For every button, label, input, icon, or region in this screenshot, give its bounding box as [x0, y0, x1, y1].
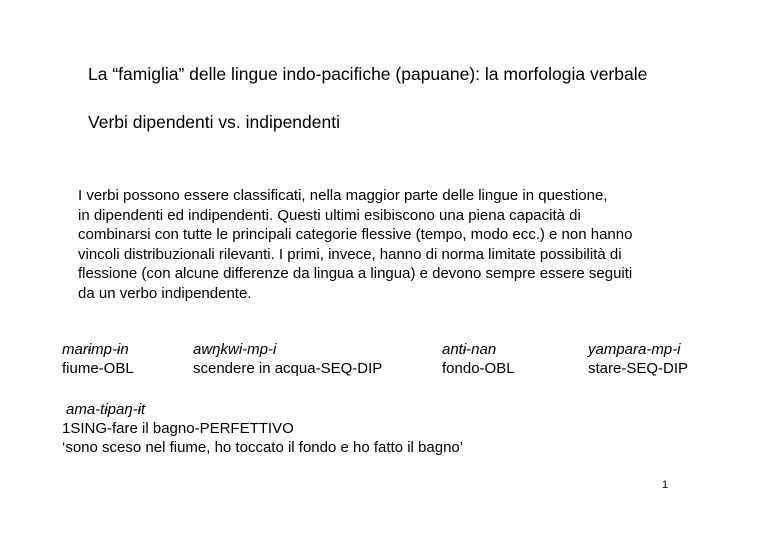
gloss-translation: scendere in acqua-SEQ-DIP	[193, 360, 383, 377]
paragraph-line: in dipendenti ed indipendenti. Questi ultimi esibiscono una piena capacità di	[78, 206, 581, 224]
paragraph-line: I verbi possono essere classificati, nella maggior parte delle lingue in questione,	[78, 187, 608, 204]
paragraph-line: vincoli distribuzionali rilevanti. I primi, invece, hanno di norma limitate possibilità di	[78, 245, 622, 263]
gloss-translation: stare-SEQ-DIP	[588, 360, 689, 377]
gloss-translation: fondo-OBL	[442, 360, 515, 377]
page-number: 1	[662, 479, 669, 491]
gloss-word: marɨmp-ɨn	[62, 341, 129, 358]
gloss-item-bottom	[442, 340, 515, 378]
slide-subtitle: Verbi dipendenti vs. indipendenti	[88, 112, 340, 132]
gloss-item-descend	[193, 340, 382, 378]
body-paragraph	[78, 186, 718, 304]
gloss-word: yampara-mp-i	[588, 341, 681, 358]
paragraph-line: combinarsi con tutte le principali categorie flessive (tempo, modo ecc.) e non hanno	[78, 226, 633, 244]
gloss-item-river	[62, 340, 134, 378]
gloss-item-stay	[588, 340, 688, 378]
paragraph-line: flessione (con alcune differenze da lingua a lingua) e devono sempre essere seguiti	[78, 265, 633, 283]
gloss-translation: fiume-OBL	[62, 360, 134, 377]
paragraph-line: da un verbo indipendente.	[78, 284, 252, 302]
example-gloss: 1SING-fare il bagno-PERFETTIVO	[62, 420, 294, 437]
slide-title: La “famiglia” delle lingue indo-pacifiche (papuane): la morfologia verbale	[88, 64, 648, 84]
example-sentence	[62, 400, 463, 457]
example-translation: ‘sono sceso nel fiume, ho toccato il fondo e ho fatto il bagno’	[62, 439, 464, 456]
gloss-word: antɨ-nan	[442, 341, 497, 358]
example-word: ama-tɨpaŋ-ɨt	[66, 401, 146, 418]
gloss-word: awŋkwi-mp-i	[193, 341, 277, 358]
